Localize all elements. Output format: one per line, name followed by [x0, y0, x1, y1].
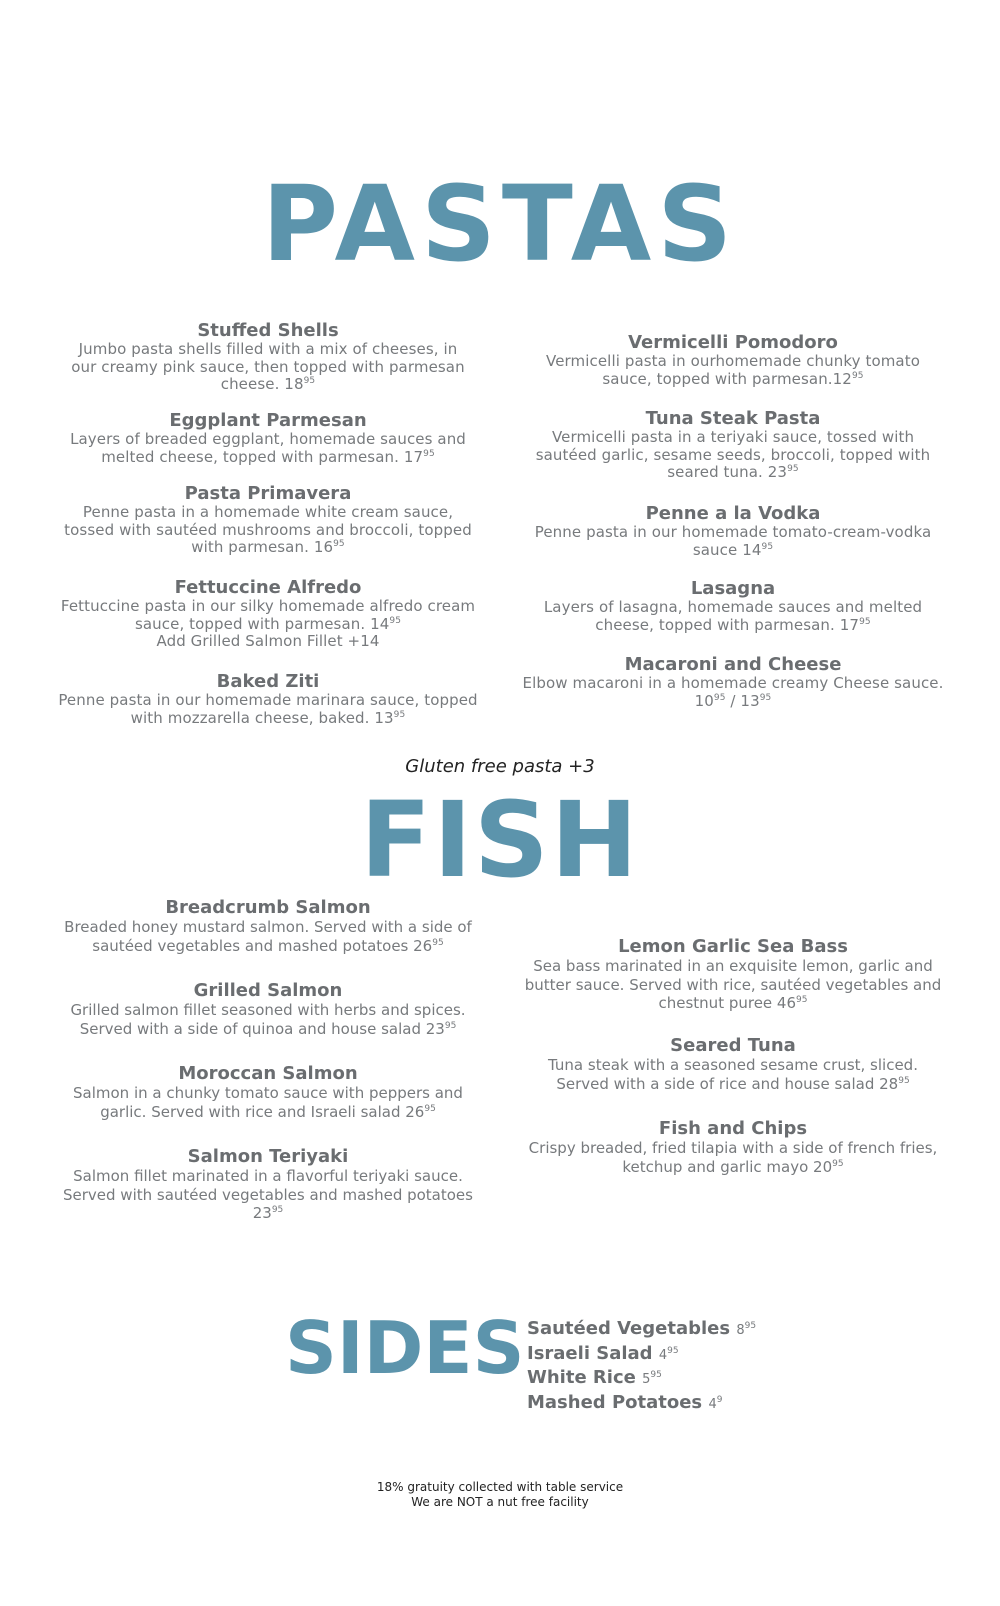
- menu-item-stuffed-shells: [58, 320, 478, 394]
- item-price-cents: 95: [444, 1020, 457, 1031]
- menu-item-moroccan-salmon: [58, 1063, 478, 1121]
- item-description: Penne pasta in our homemade tomato-cream-vodka sauce $14^{95}$: [534, 523, 932, 559]
- gluten-free-note: Gluten free pasta +3: [405, 756, 595, 777]
- menu-item-pasta-primavera: [58, 483, 478, 557]
- menu-item-lasagna: [522, 578, 944, 634]
- menu-item-vermicelli-pomodoro: [522, 332, 944, 388]
- item-price-cents: 95: [759, 692, 772, 703]
- item-description: Fettuccine pasta in our silky homemade alfredo cream sauce, topped with parmesan. $14^{95}$: [60, 597, 476, 633]
- item-description: Tuna steak with a seasoned sesame crust, sliced. Served with a side of rice and house salad $28^{95}$: [548, 1056, 918, 1093]
- item-description: Penne pasta in a homemade white cream sauce, tossed with sautéed mushrooms and broccoli, topped with parmesan. $16^{95}$: [64, 503, 472, 556]
- item-description: Layers of breaded eggplant, homemade sauces and melted cheese, topped with parmesan. $17^{95}$: [70, 430, 466, 466]
- item-price-cents: 95: [796, 995, 808, 1005]
- item-name: Penne a la Vodka: [645, 503, 821, 524]
- item-description: Crispy breaded, fried tilapia with a side of french fries, ketchup and garlic mayo $20^{95}$: [528, 1139, 938, 1176]
- item-name: Grilled Salmon: [193, 980, 343, 1001]
- item-price-cents: 95: [761, 541, 774, 552]
- gratuity-note: 18% gratuity collected with table service: [376, 1480, 624, 1494]
- item-name: Eggplant Parmesan: [169, 410, 367, 431]
- item-name: Seared Tuna: [670, 1035, 796, 1056]
- footer: [0, 1480, 1000, 1510]
- item-description: Penne pasta in our homemade marinara sauce, topped with mozzarella cheese, baked. $13^{95}$: [58, 691, 478, 727]
- item-price-cents: 95: [393, 709, 406, 720]
- menu-item-breadcrumb-salmon: [58, 897, 478, 955]
- item-name: Breadcrumb Salmon: [165, 897, 371, 918]
- item-name: Salmon Teriyaki: [187, 1146, 349, 1167]
- menu-item-tuna-steak-pasta: [522, 408, 944, 482]
- item-price-cents: 95: [423, 448, 435, 459]
- item-description: Salmon fillet marinated in a flavorful teriyaki sauce. Served with sautéed vegetables and mashed potatoes $23^{95}$: [63, 1167, 473, 1222]
- item-name: Fettuccine Alfredo: [174, 577, 362, 598]
- item-price-cents: 95: [898, 1075, 910, 1086]
- item-name: Lasagna: [690, 578, 776, 599]
- sides-heading: SIDES: [285, 1306, 525, 1390]
- item-name: Macaroni and Cheese: [624, 654, 842, 675]
- item-description: Vermicelli pasta in a teriyaki sauce, tossed with sautéed garlic, sesame seeds, broccoli, topped with seared tuna. $23^{95}$: [535, 428, 931, 481]
- side-item: White Rice $5^{95}$: [527, 1367, 662, 1388]
- menu-item-salmon-teriyaki: [58, 1146, 478, 1223]
- menu-item-grilled-salmon: [58, 980, 478, 1038]
- item-price-cents: 95: [859, 616, 871, 627]
- item-description: Breaded honey mustard salmon. Served with a side of sautéed vegetables and mashed potatoes $26^{95}$: [64, 918, 472, 955]
- side-item: Israeli Salad $4^{95}$: [527, 1342, 679, 1364]
- item-description: Grilled salmon fillet seasoned with herbs and spices. Served with a side of quinoa and house salad $23^{95}$: [70, 1001, 466, 1038]
- item-price-cents: 95: [851, 370, 864, 381]
- menu-item-fish-and-chips: [522, 1118, 944, 1176]
- menu-item-baked-ziti: [58, 671, 478, 727]
- item-price-cents: 95: [787, 464, 799, 474]
- item-description: Sea bass marinated in an exquisite lemon, garlic and butter sauce. Served with rice, sautéed vegetables and chestnut puree $46^{95}$: [524, 957, 942, 1012]
- item-description: Layers of lasagna, homemade sauces and melted cheese, topped with parmesan. $17^{95}$: [543, 598, 923, 634]
- sides-list: [527, 1318, 756, 1416]
- item-name: Stuffed Shells: [197, 320, 339, 341]
- side-price: $5^{95}$: [642, 1370, 662, 1387]
- item-price-cents: 95: [424, 1103, 436, 1114]
- item-name: Tuna Steak Pasta: [645, 408, 821, 429]
- item-price-cents: 95: [713, 692, 726, 703]
- item-price-cents: 95: [432, 937, 444, 948]
- side-item: Sautéed Vegetables $8^{95}$: [527, 1318, 757, 1339]
- item-name: Vermicelli Pomodoro: [628, 332, 838, 353]
- menu-item-eggplant-parmesan: [58, 410, 478, 466]
- menu-item-penne-a-la-vodka: [522, 503, 944, 559]
- menu-item-lemon-garlic-sea-bass: [522, 936, 944, 1013]
- item-description: Elbow macaroni in a homemade creamy Cheese sauce. $10^{95} / 13^{95}$: [522, 674, 944, 710]
- item-name: Moroccan Salmon: [178, 1063, 358, 1084]
- item-name: Baked Ziti: [216, 671, 320, 692]
- side-price: $8^{95}$: [736, 1321, 757, 1338]
- pastas-heading: PASTAS: [261, 163, 739, 285]
- item-name: Pasta Primavera: [184, 483, 352, 504]
- item-description: Vermicelli pasta in ourhomemade chunky tomato sauce, topped with $parmesan.12^{95}$: [546, 352, 920, 388]
- side-price: $4^{95}$: [658, 1345, 679, 1363]
- item-price-cents: 95: [333, 539, 345, 549]
- menu-item-seared-tuna: [522, 1035, 944, 1093]
- item-addon: Add Grilled Salmon Fillet +14: [156, 632, 380, 650]
- side-item: Mashed Potatoes $4^9$: [527, 1391, 723, 1413]
- allergen-note: We are NOT a nut free facility: [411, 1495, 589, 1509]
- menu-item-macaroni-and-cheese: [522, 654, 944, 710]
- item-name: Lemon Garlic Sea Bass: [618, 936, 848, 957]
- side-price: $4^9$: [708, 1394, 723, 1412]
- menu-item-fettuccine-alfredo: [58, 577, 478, 651]
- item-name: Fish and Chips: [658, 1118, 808, 1139]
- item-price-cents: 95: [832, 1158, 844, 1169]
- item-price-cents: 95: [271, 1205, 284, 1215]
- fish-heading: FISH: [360, 779, 640, 901]
- item-price-cents: 95: [303, 376, 316, 386]
- item-description: Jumbo pasta shells filled with a mix of cheeses, in our creamy pink sauce, then topped with parmesan cheese. $18^{95}$: [71, 340, 465, 393]
- item-price-cents: 95: [389, 615, 402, 626]
- item-description: Salmon in a chunky tomato sauce with peppers and garlic. Served with rice and Israeli salad $26^{95}$: [73, 1084, 463, 1121]
